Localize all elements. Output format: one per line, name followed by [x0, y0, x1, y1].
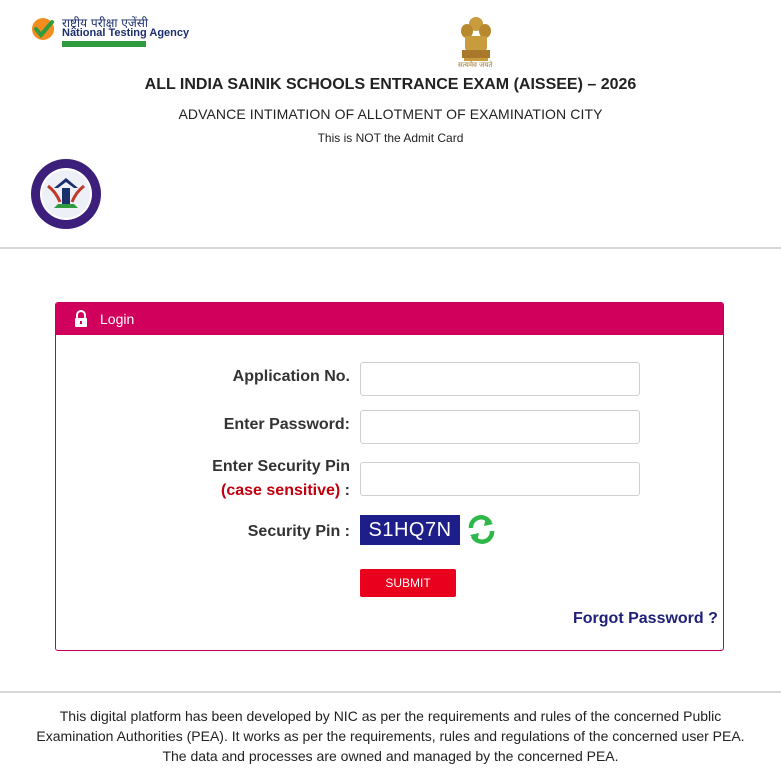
nta-hindi-name: राष्ट्रीय परीक्षा एजेंसी [62, 16, 149, 30]
nta-logo [30, 14, 200, 50]
submit-button[interactable]: SUBMIT [360, 569, 456, 597]
application-number-label: Application No. [232, 368, 350, 385]
footer-line-2: Examination Authorities (PEA). It works as per the requirements, rules and regulations of the concerned user PEA. [36, 728, 745, 744]
case-sensitive-text: (case sensitive) [221, 482, 341, 499]
emblem-motto: सत्यमेव जयते [458, 61, 493, 69]
forgot-password-link[interactable]: Forgot Password ? [573, 610, 718, 627]
login-panel-header [56, 303, 723, 335]
captcha-label: Security Pin : [247, 523, 350, 540]
footer-line-1: This digital platform has been developed by NIC as per the requirements and rules of the concerned Public [59, 708, 722, 724]
lock-icon [74, 310, 88, 327]
security-pin-case-note [221, 482, 350, 500]
nta-english-name: National Testing Agency [62, 27, 190, 39]
page-footer [0, 706, 781, 766]
footer-line-3: The data and processes are owned and managed by the concerned PEA. [162, 748, 619, 764]
refresh-icon[interactable] [466, 514, 497, 545]
password-label: Enter Password: [223, 416, 350, 433]
admit-card-note: This is NOT the Admit Card [317, 131, 464, 145]
footer-divider [0, 691, 781, 693]
security-pin-colon: : [340, 482, 350, 499]
application-number-input[interactable] [360, 362, 640, 396]
page-title: ALL INDIA SAINIK SCHOOLS ENTRANCE EXAM (AISSEE) – 2026 [144, 76, 637, 93]
nta-logo-icon [30, 16, 56, 42]
nta-strip [62, 41, 146, 47]
login-panel [55, 302, 724, 651]
page-subtitle: ADVANCE INTIMATION OF ALLOTMENT OF EXAMINATION CITY [178, 106, 603, 122]
captcha-image: S1HQ7N [360, 515, 460, 545]
sainik-schools-logo-icon [30, 158, 102, 230]
security-pin-input[interactable] [360, 462, 640, 496]
page-header [0, 0, 781, 249]
security-pin-label: Enter Security Pin [212, 458, 350, 475]
password-input[interactable] [360, 410, 640, 444]
login-panel-title: Login [100, 311, 135, 327]
